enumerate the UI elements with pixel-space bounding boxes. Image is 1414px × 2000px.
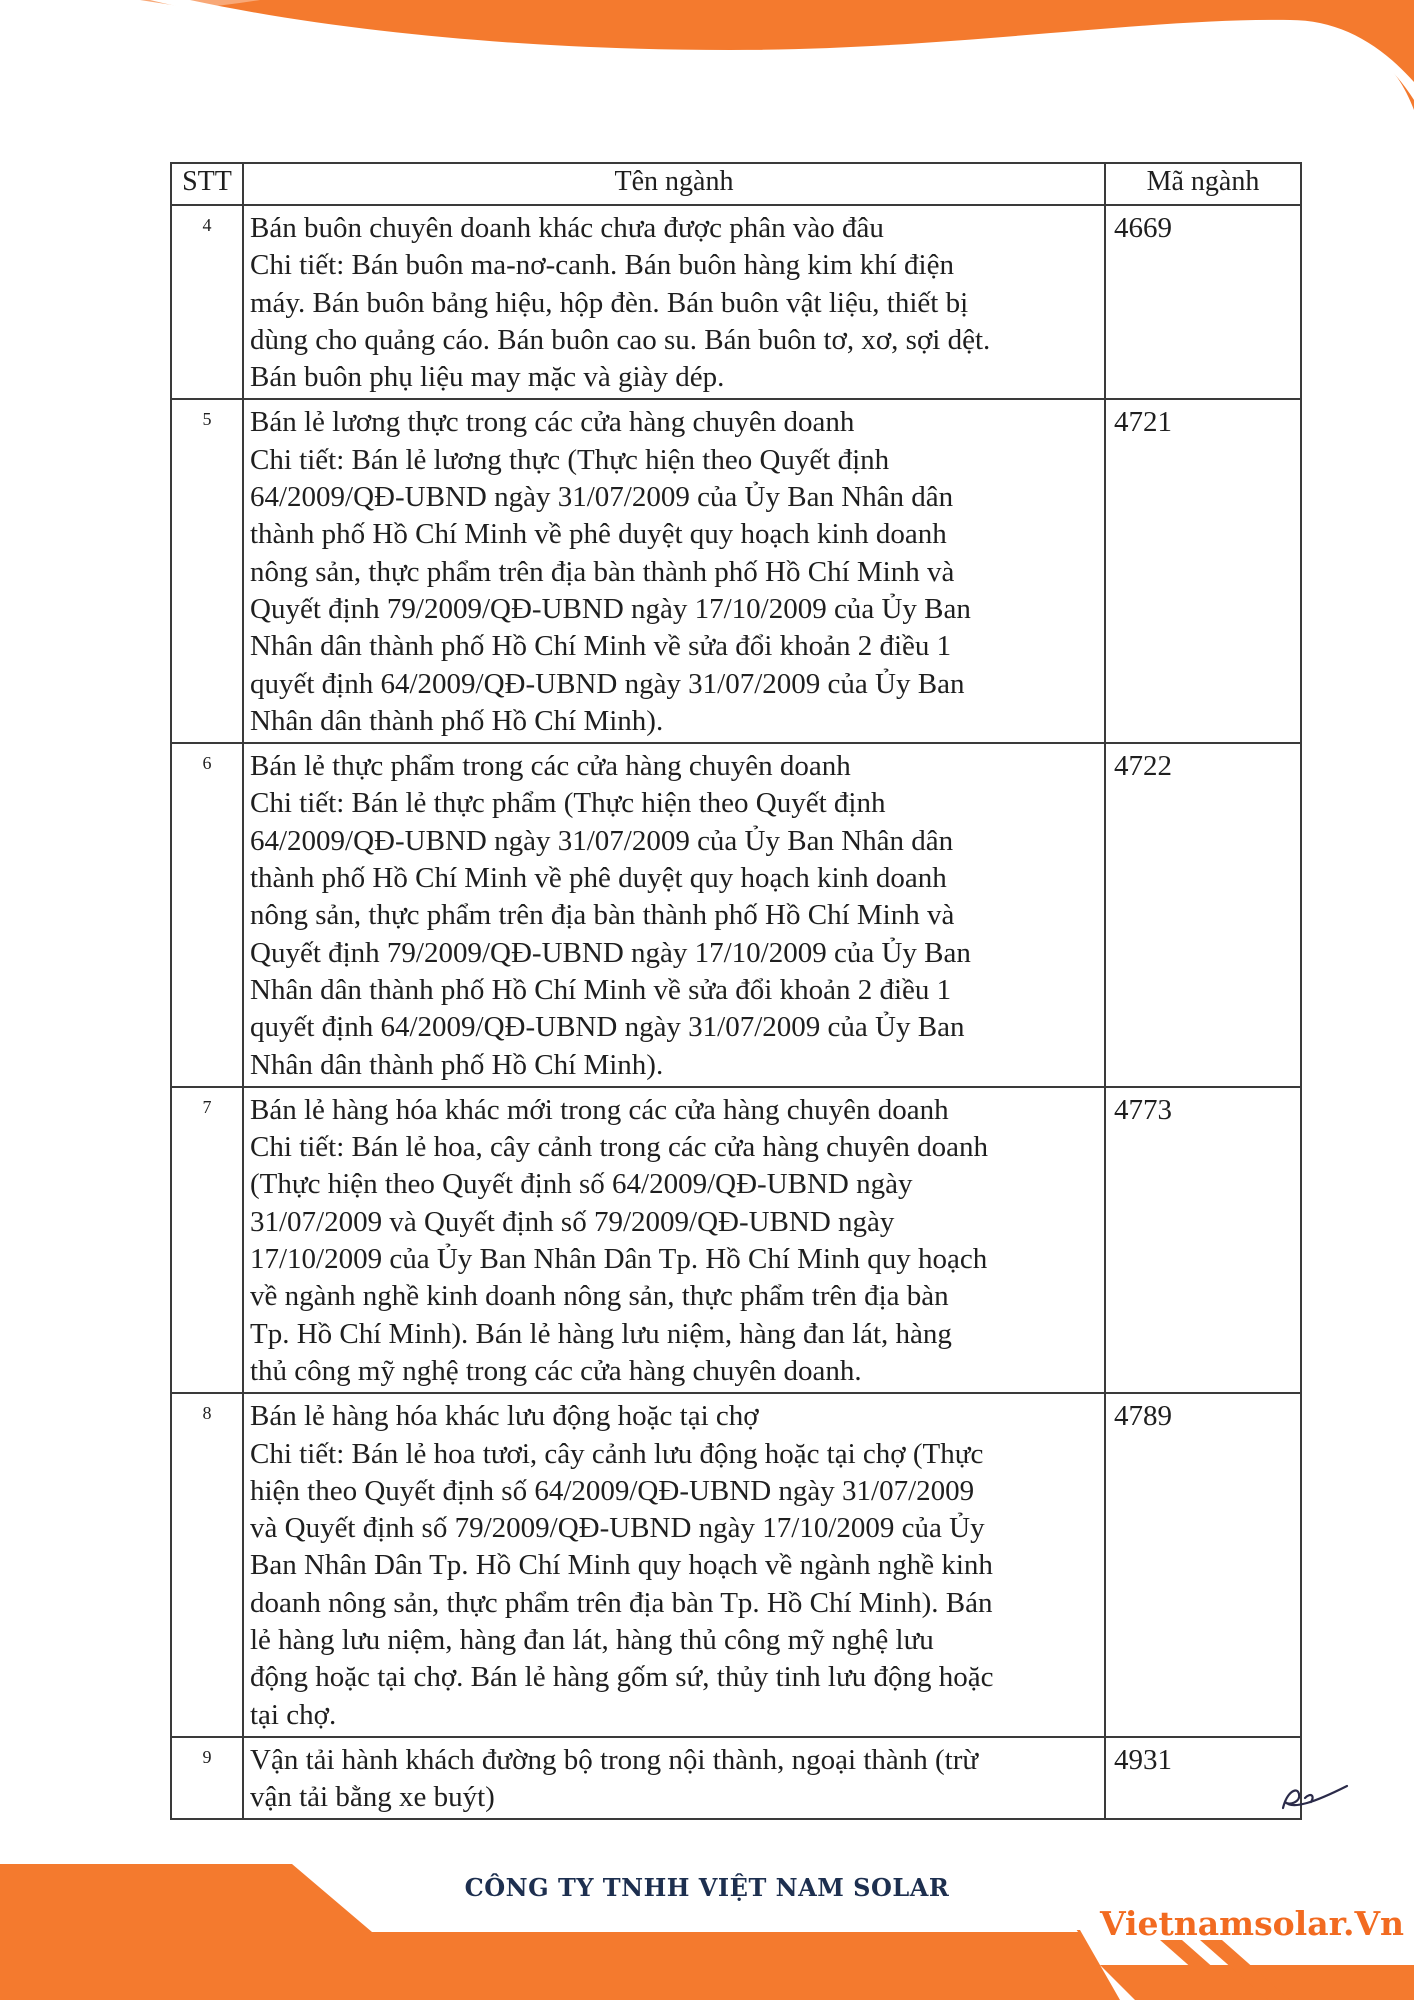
row-industry-code: 4722	[1105, 743, 1301, 1087]
row-industry-name	[243, 399, 1105, 743]
text-line: về ngành nghề kinh doanh nông sản, thực phẩm trên địa bàn	[250, 1280, 949, 1313]
row-industry-code: 4789	[1105, 1393, 1301, 1737]
row-industry-code: 4931	[1105, 1737, 1301, 1820]
text-line: Bán lẻ hàng hóa khác mới trong các cửa hàng chuyên doanh	[250, 1093, 949, 1126]
text-line: động hoặc tại chợ. Bán lẻ hàng gốm sứ, thủy tinh lưu động hoặc	[250, 1661, 994, 1694]
row-industry-code: 4773	[1105, 1087, 1301, 1393]
text-line: quyết định 64/2009/QĐ-UBND ngày 31/07/2009 của Ủy Ban	[250, 667, 965, 700]
header-wave-decoration	[0, 0, 1414, 130]
text-line: thủ công mỹ nghệ trong các cửa hàng chuyên doanh.	[250, 1354, 862, 1387]
brand-website: Vietnamsolar.Vn	[1100, 1904, 1405, 1943]
text-line: Nhân dân thành phố Hồ Chí Minh).	[250, 704, 664, 737]
row-stt: 5	[171, 399, 243, 743]
row-industry-name	[243, 205, 1105, 399]
text-line: lẻ hàng lưu niệm, hàng đan lát, hàng thủ công mỹ nghệ lưu	[250, 1623, 934, 1656]
text-line: 17/10/2009 của Ủy Ban Nhân Dân Tp. Hồ Chí Minh quy hoạch	[250, 1243, 988, 1276]
text-line: (Thực hiện theo Quyết định số 64/2009/QĐ-UBND ngày	[250, 1168, 913, 1201]
text-line: Quyết định 79/2009/QĐ-UBND ngày 17/10/2009 của Ủy Ban	[250, 592, 971, 625]
text-line: Bán lẻ thực phẩm trong các cửa hàng chuyên doanh	[250, 750, 851, 783]
row-stt: 4	[171, 205, 243, 399]
text-line: 64/2009/QĐ-UBND ngày 31/07/2009 của Ủy Ban Nhân dân	[250, 824, 954, 857]
text-line: nông sản, thực phẩm trên địa bàn thành phố Hồ Chí Minh và	[250, 555, 955, 588]
text-line: Bán lẻ hàng hóa khác lưu động hoặc tại chợ	[250, 1400, 759, 1433]
text-line: 31/07/2009 và Quyết định số 79/2009/QĐ-UBND ngày	[250, 1205, 895, 1238]
text-line: Bán lẻ lương thực trong các cửa hàng chuyên doanh	[250, 406, 855, 439]
text-line: Quyết định 79/2009/QĐ-UBND ngày 17/10/2009 của Ủy Ban	[250, 936, 971, 969]
text-line: Chi tiết: Bán lẻ lương thực (Thực hiện theo Quyết định	[250, 443, 890, 476]
text-line: thành phố Hồ Chí Minh về phê duyệt quy hoạch kinh doanh	[250, 518, 947, 551]
text-line: tại chợ.	[250, 1698, 337, 1731]
text-line: Tp. Hồ Chí Minh). Bán lẻ hàng lưu niệm, hàng đan lát, hàng	[250, 1317, 952, 1350]
row-stt: 7	[171, 1087, 243, 1393]
text-line: Chi tiết: Bán lẻ hoa tươi, cây cảnh lưu động hoặc tại chợ (Thực	[250, 1437, 984, 1470]
row-industry-name	[243, 743, 1105, 1087]
company-name: CÔNG TY TNHH VIỆT NAM SOLAR	[464, 1873, 950, 1902]
text-line: quyết định 64/2009/QĐ-UBND ngày 31/07/2009 của Ủy Ban	[250, 1011, 965, 1044]
text-line: và Quyết định số 79/2009/QĐ-UBND ngày 17/10/2009 của Ủy	[250, 1512, 985, 1545]
text-line: 64/2009/QĐ-UBND ngày 31/07/2009 của Ủy Ban Nhân dân	[250, 481, 954, 514]
text-line: Chi tiết: Bán buôn ma-nơ-canh. Bán buôn hàng kim khí điện	[250, 249, 954, 282]
text-line: doanh nông sản, thực phẩm trên địa bàn Tp. Hồ Chí Minh). Bán	[250, 1586, 993, 1619]
industry-code-table	[170, 162, 1302, 1820]
text-line: nông sản, thực phẩm trên địa bàn thành phố Hồ Chí Minh và	[250, 899, 955, 932]
row-industry-name	[243, 1737, 1105, 1820]
row-stt: 8	[171, 1393, 243, 1737]
table-row	[171, 205, 1301, 399]
table-row	[171, 399, 1301, 743]
text-line: Bán buôn chuyên doanh khác chưa được phân vào đâu	[250, 212, 884, 244]
row-industry-name	[243, 1393, 1105, 1737]
row-industry-code: 4721	[1105, 399, 1301, 743]
text-line: máy. Bán buôn bảng hiệu, hộp đèn. Bán buôn vật liệu, thiết bị	[250, 286, 969, 319]
row-stt: 9	[171, 1737, 243, 1820]
table-row	[171, 1393, 1301, 1737]
text-line: Ban Nhân Dân Tp. Hồ Chí Minh quy hoạch về ngành nghề kinh	[250, 1549, 993, 1582]
header-industry-name: Tên ngành	[243, 163, 1105, 205]
text-line: Nhân dân thành phố Hồ Chí Minh).	[250, 1048, 664, 1081]
text-line: Chi tiết: Bán lẻ hoa, cây cảnh trong các cửa hàng chuyên doanh	[250, 1131, 989, 1164]
text-line: Vận tải hành khách đường bộ trong nội thành, ngoại thành (trừ	[250, 1743, 979, 1776]
table-row	[171, 1087, 1301, 1393]
table-header-row	[171, 163, 1301, 205]
text-line: Chi tiết: Bán lẻ thực phẩm (Thực hiện theo Quyết định	[250, 787, 886, 820]
text-line: Bán buôn phụ liệu may mặc và giày dép.	[250, 361, 725, 394]
row-stt: 6	[171, 743, 243, 1087]
table-row	[171, 743, 1301, 1087]
text-line: Nhân dân thành phố Hồ Chí Minh về sửa đổi khoản 2 điều 1	[250, 973, 952, 1006]
text-line: thành phố Hồ Chí Minh về phê duyệt quy hoạch kinh doanh	[250, 862, 947, 895]
row-industry-code: 4669	[1105, 205, 1301, 399]
text-line: Nhân dân thành phố Hồ Chí Minh về sửa đổi khoản 2 điều 1	[250, 630, 952, 663]
signature-initials	[1275, 1772, 1355, 1822]
text-line: hiện theo Quyết định số 64/2009/QĐ-UBND ngày 31/07/2009	[250, 1474, 975, 1507]
text-line: vận tải bằng xe buýt)	[250, 1781, 495, 1814]
text-line: dùng cho quảng cáo. Bán buôn cao su. Bán buôn tơ, xơ, sợi dệt.	[250, 323, 991, 356]
row-industry-name	[243, 1087, 1105, 1393]
header-stt: STT	[171, 163, 243, 205]
header-industry-code: Mã ngành	[1105, 163, 1301, 205]
table-row	[171, 1737, 1301, 1820]
